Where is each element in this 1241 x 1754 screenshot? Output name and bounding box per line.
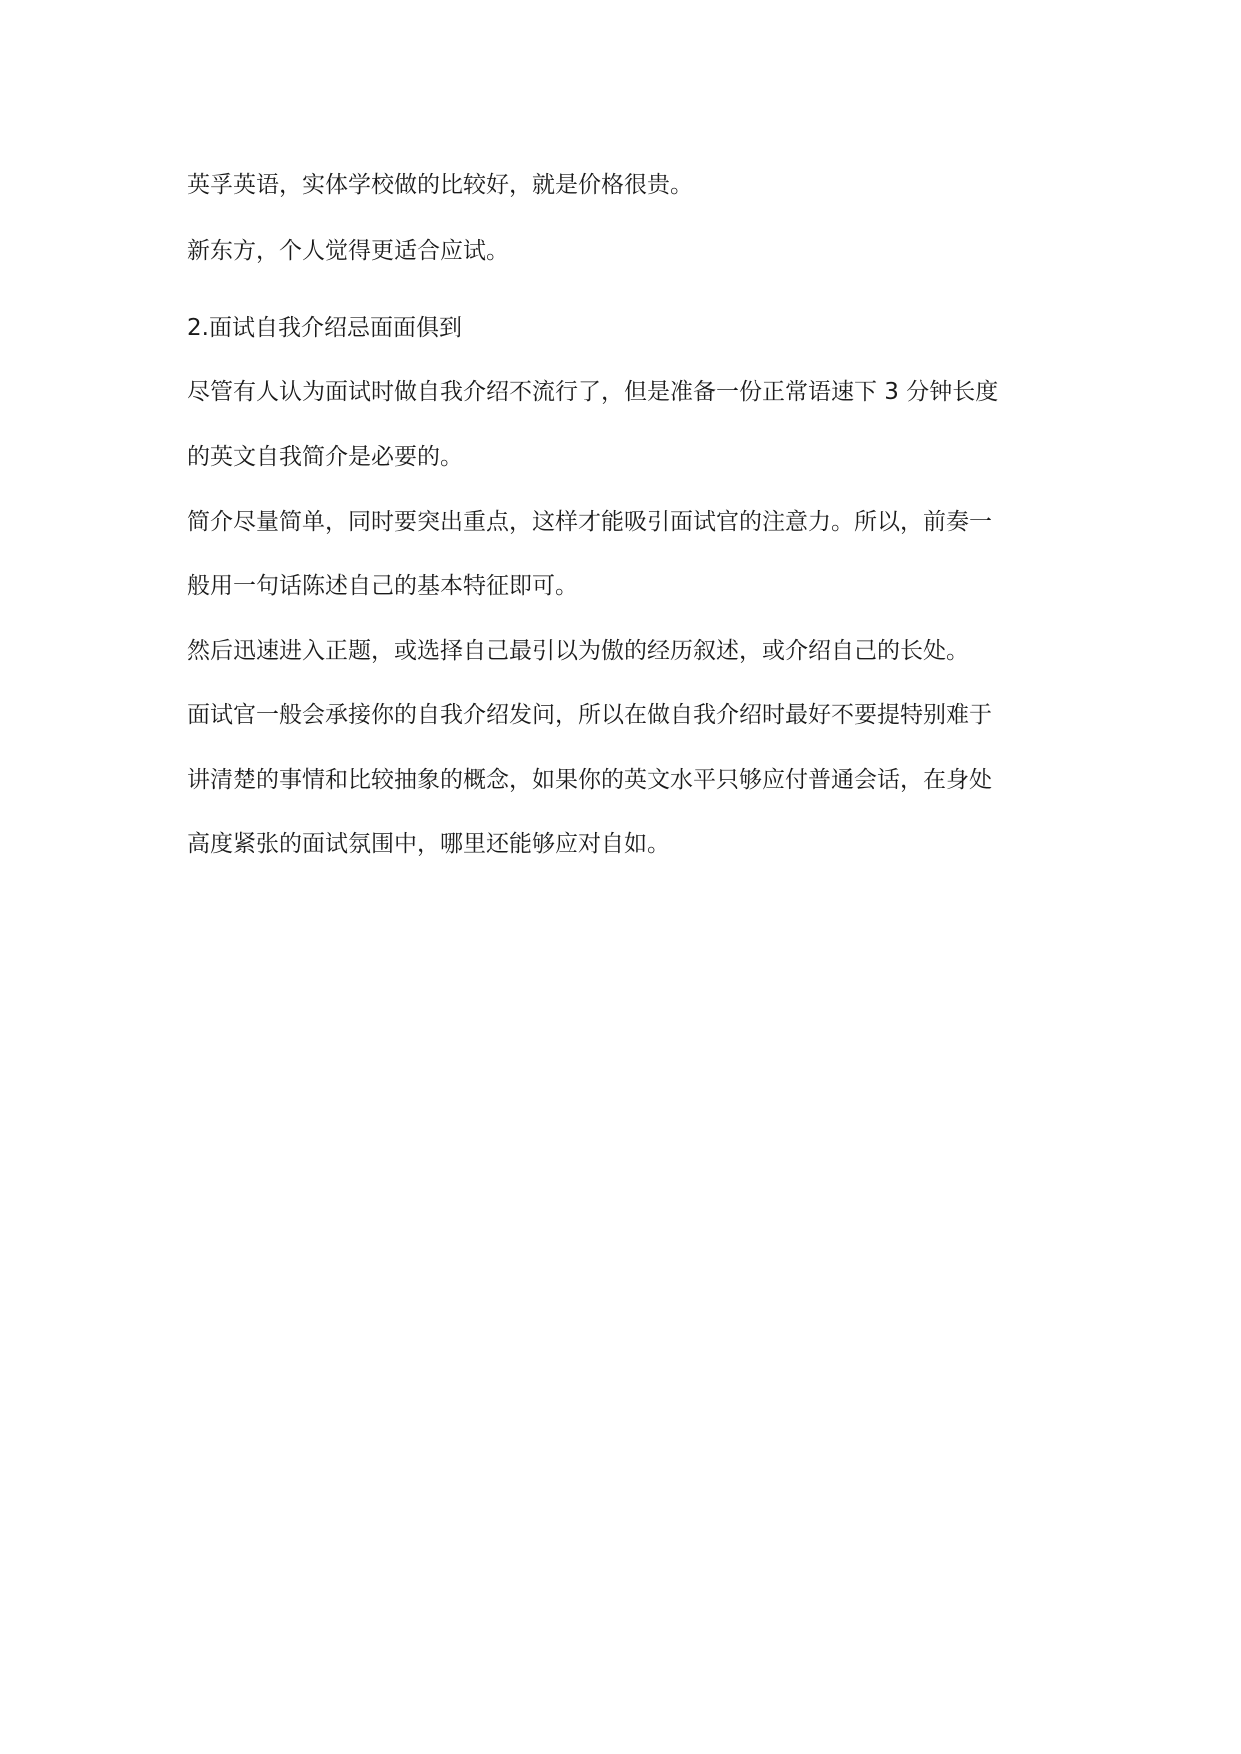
paragraph-line: 高度紧张的面试氛围中，哪里还能够应对自如。 xyxy=(187,831,670,857)
paragraph-line: 讲清楚的事情和比较抽象的概念，如果你的英文水平只够应付普通会话，在身处 xyxy=(187,767,992,793)
paragraph-line: 般用一句话陈述自己的基本特征即可。 xyxy=(187,573,578,599)
paragraph-line: 英孚英语，实体学校做的比较好，就是价格很贵。 xyxy=(187,172,693,198)
paragraph-line: 简介尽量简单，同时要突出重点，这样才能吸引面试官的注意力。所以，前奏一 xyxy=(187,509,992,535)
paragraph-line: 面试官一般会承接你的自我介绍发问，所以在做自我介绍时最好不要提特别难于 xyxy=(187,702,992,728)
paragraph-line: 尽管有人认为面试时做自我介绍不流行了，但是准备一份正常语速下 3 分钟长度 xyxy=(187,379,999,405)
paragraph-line: 新东方，个人觉得更适合应试。 xyxy=(187,238,509,264)
paragraph-line: 的英文自我简介是必要的。 xyxy=(187,444,463,470)
paragraph-line: 然后迅速进入正题，或选择自己最引以为傲的经历叙述，或介绍自己的长处。 xyxy=(187,638,969,664)
section-heading: 2.面试自我介绍忌面面俱到 xyxy=(187,315,462,341)
